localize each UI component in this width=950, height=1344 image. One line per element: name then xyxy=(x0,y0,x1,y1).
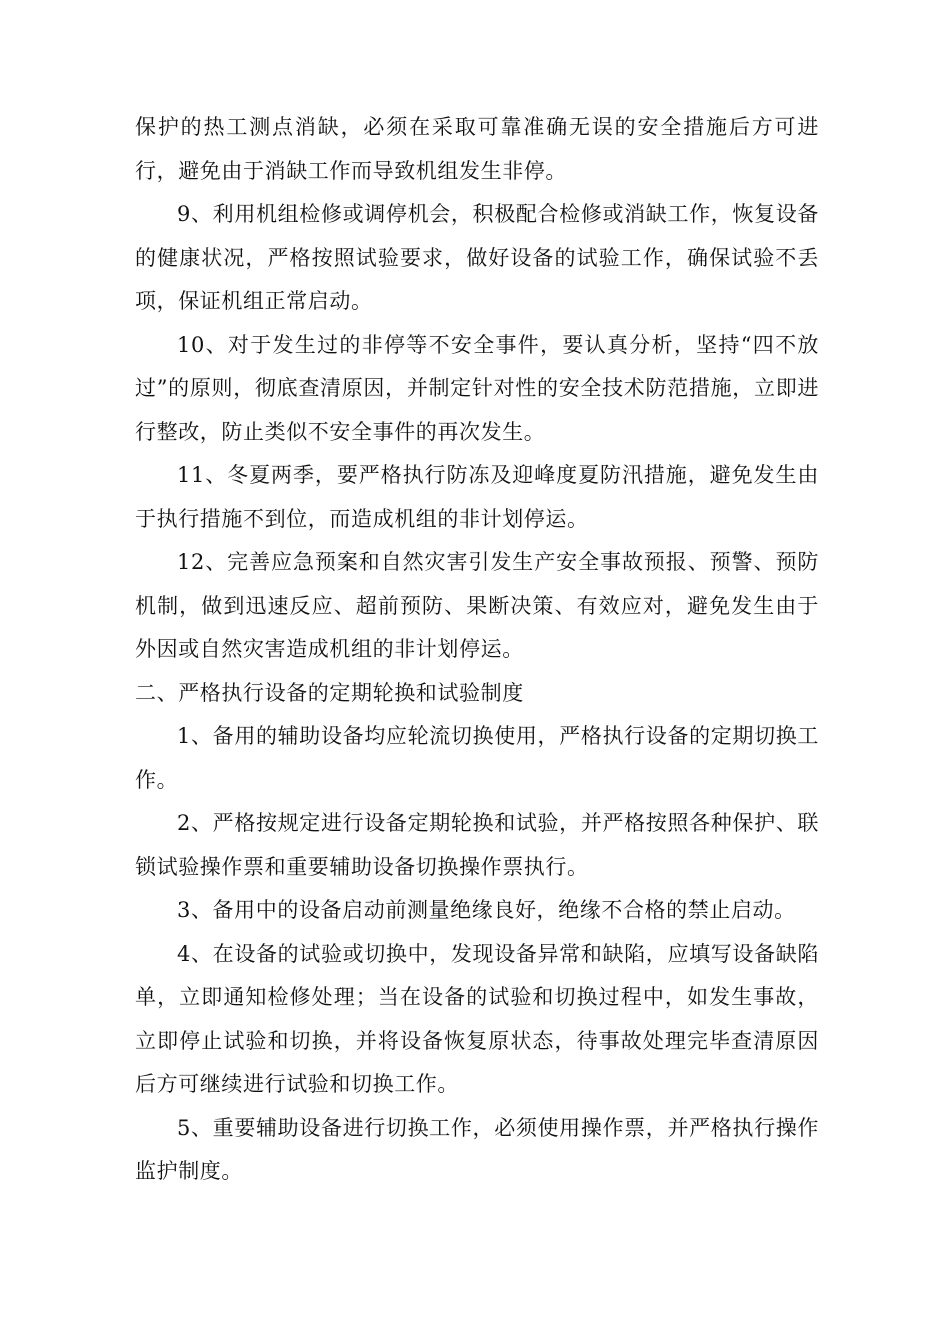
paragraph-section-item-5: 5、重要辅助设备进行切换工作，必须使用操作票，并严格执行操作监护制度。 xyxy=(135,1115,819,1183)
paragraph-section-item-1: 1、备用的辅助设备均应轮流切换使用，严格执行设备的定期切换工作。 xyxy=(135,724,819,792)
paragraph-item-10: 10、对于发生过的非停等不安全事件，要认真分析，坚持“四不放过”的原则，彻底查清原因，并制定针对性的安全技术防范措施，立即进行整改，防止类似不安全事件的再次发生。 xyxy=(135,332,819,444)
paragraph-item-9: 9、利用机组检修或调停机会，积极配合检修或消缺工作，恢复设备的健康状况，严格按照试验要求，做好设备的试验工作，确保试验不丢项，保证机组正常启动。 xyxy=(135,202,819,313)
paragraph-item-11: 11、冬夏两季，要严格执行防冻及迎峰度夏防汛措施，避免发生由于执行措施不到位，而造成机组的非计划停运。 xyxy=(135,463,819,531)
paragraph-section-item-3: 3、备用中的设备启动前测量绝缘良好，绝缘不合格的禁止启动。 xyxy=(177,898,796,922)
paragraph-section-item-2: 2、严格按规定进行设备定期轮换和试验，并严格按照各种保护、联锁试验操作票和重要辅助设备切换操作票执行。 xyxy=(135,811,819,879)
document-body xyxy=(135,106,819,1194)
paragraph-section-item-4: 4、在设备的试验或切换中，发现设备异常和缺陷，应填写设备缺陷单，立即通知检修处理；当在设备的试验和切换过程中，如发生事故，立即停止试验和切换，并将设备恢复原状态，待事故处理完毕查清原因后方可继续进行试验和切换工作。 xyxy=(135,941,819,1096)
paragraph-item-12: 12、完善应急预案和自然灾害引发生产安全事故预报、预警、预防机制，做到迅速反应、超前预防、果断决策、有效应对，避免发生由于外因或自然灾害造成机组的非计划停运。 xyxy=(135,550,819,661)
paragraph-continuation: 保护的热工测点消缺，必须在采取可靠准确无误的安全措施后方可进行，避免由于消缺工作而导致机组发生非停。 xyxy=(135,115,819,183)
section-heading: 二、严格执行设备的定期轮换和试验制度 xyxy=(135,680,524,705)
